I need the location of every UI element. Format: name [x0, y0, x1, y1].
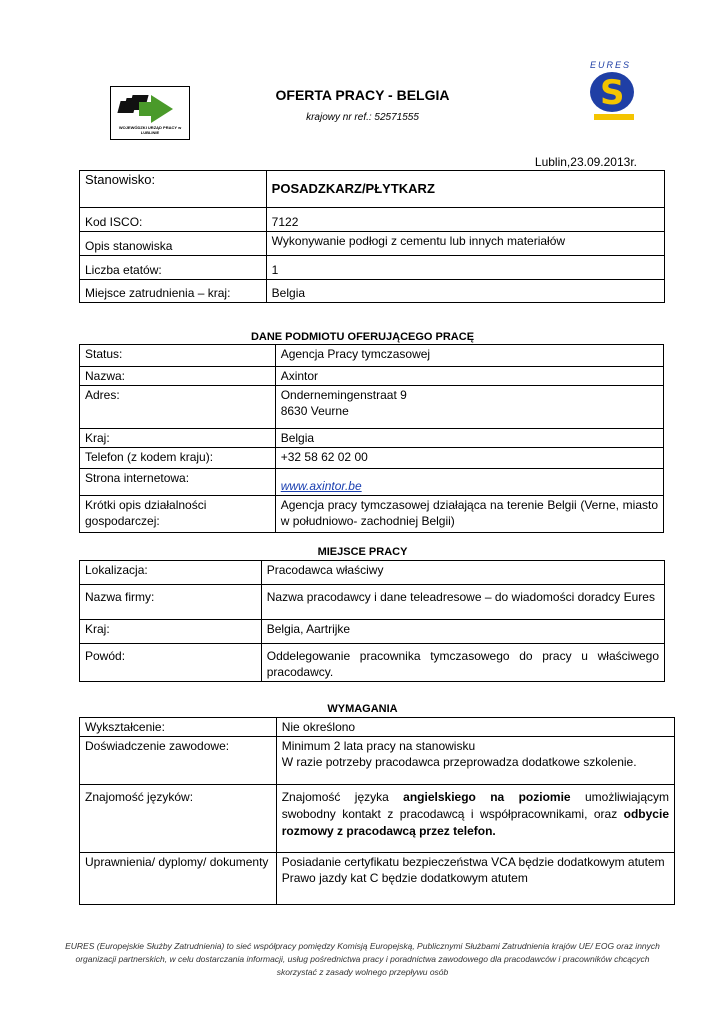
- position-value: POSADZKARZ/PŁYTKARZ: [266, 171, 664, 208]
- reference-number: krajowy nr ref.: 52571555: [306, 112, 419, 123]
- certificates-value: [276, 853, 674, 905]
- workplace-section-title: MIEJSCE PRACY: [317, 546, 408, 558]
- place-value: Belgia: [266, 280, 664, 303]
- workplace-table: [79, 560, 665, 682]
- address-label: Adres:: [80, 386, 276, 429]
- table-row: [80, 208, 665, 232]
- table-row: [80, 280, 665, 303]
- table-row: [80, 448, 664, 469]
- job-table: [79, 170, 665, 303]
- about-value: Agencja pracy tymczasowej działająca na terenie Belgii (Verne, miasto w południowo- zachodniej Belgii): [275, 496, 663, 533]
- country-value: Belgia: [275, 429, 663, 448]
- table-row: [80, 386, 664, 429]
- count-value: 1: [266, 256, 664, 280]
- experience-line-2: W razie potrzeby pracodawca przeprowadza dodatkowe szkolenie.: [281, 755, 637, 769]
- location-value: Pracodawca właściwy: [261, 561, 664, 585]
- description-value: Wykonywanie podłogi z cementu lub innych materiałów: [266, 232, 664, 256]
- count-label: Liczba etatów:: [80, 256, 267, 280]
- table-row: [80, 620, 665, 644]
- table-row: [80, 785, 675, 853]
- name-value: Axintor: [275, 367, 663, 386]
- footer-bold: EURES (Europejskie Służby Zatrudnienia): [65, 941, 225, 951]
- isco-value: 7122: [266, 208, 664, 232]
- table-row: [80, 469, 664, 496]
- certificates-line-2: Prawo jazdy kat C będzie dodatkowym atutem: [281, 871, 528, 885]
- status-label: Status:: [80, 345, 276, 367]
- about-label: Krótki opis działalności gospodarczej:: [80, 496, 276, 533]
- languages-bold-2: odbycie rozmowy z pracodawcą przez telefon.: [281, 807, 669, 838]
- workplace-country-value: Belgia, Aartrijke: [261, 620, 664, 644]
- table-row: [80, 644, 665, 682]
- languages-label: Znajomość języków:: [80, 785, 277, 853]
- table-row: [80, 496, 664, 533]
- footer-text: to sieć współpracy pomiędzy Komisją Europejską, Publicznymi Służbami Zatrudnienia krajów UE/ EOG oraz innych organizacji partnerskich, w celu dostarczania informacji, usług pośrednictwa pracy i poradnictwa zawodowego dla pracodawców i pracowników chcących skorzystać z zasady wolnego przepływu osób: [75, 941, 660, 977]
- eures-logo: [584, 60, 640, 128]
- position-label: Stanowisko:: [80, 171, 267, 208]
- address-value: [275, 386, 663, 429]
- education-label: Wykształcenie:: [80, 718, 277, 737]
- phone-label: Telefon (z kodem kraju):: [80, 448, 276, 469]
- website-label: Strona internetowa:: [80, 469, 276, 496]
- experience-line-1: Minimum 2 lata pracy na stanowisku: [281, 739, 476, 753]
- requirements-section-title: WYMAGANIA: [327, 703, 398, 715]
- education-value: Nie określono: [276, 718, 674, 737]
- description-label: Opis stanowiska: [80, 232, 267, 256]
- reason-value: Oddelegowanie pracownika tymczasowego do pracy u właściwego pracodawcy.: [261, 644, 664, 682]
- experience-label: Doświadczenie zawodowe:: [80, 737, 277, 785]
- website-link[interactable]: www.axintor.be: [280, 479, 362, 493]
- eures-bar: [594, 114, 634, 120]
- table-row: [80, 367, 664, 386]
- certificates-label: Uprawnienia/ dyplomy/ dokumenty: [80, 853, 277, 905]
- table-row: [80, 429, 664, 448]
- employer-section-title: DANE PODMIOTU OFERUJĄCEGO PRACĘ: [250, 331, 475, 343]
- place-label: Miejsce zatrudnienia – kraj:: [80, 280, 267, 303]
- employer-table: [79, 344, 664, 533]
- requirements-table: [79, 717, 675, 905]
- firm-value: Nazwa pracodawcy i dane teleadresowe – do wiadomości doradcy Eures: [261, 585, 664, 620]
- address-line-2: 8630 Veurne: [280, 404, 349, 418]
- languages-value: [276, 785, 674, 853]
- table-row: [80, 256, 665, 280]
- certificates-line-1: Posiadanie certyfikatu bezpieczeństwa VCA będzie dodatkowym atutem: [281, 855, 665, 869]
- languages-text-1: Znajomość języka: [281, 790, 404, 804]
- logo-left-text: WOJEWÓDZKI URZĄD PRACY w LUBLINIE: [118, 125, 182, 135]
- table-row: [80, 853, 675, 905]
- table-row: [80, 171, 665, 208]
- experience-value: [276, 737, 674, 785]
- reason-label: Powód:: [80, 644, 262, 682]
- table-row: [80, 232, 665, 256]
- page-title: OFERTA PRACY - BELGIA: [275, 87, 450, 103]
- languages-bold-1: angielskiego na poziomie: [403, 790, 571, 804]
- table-row: [80, 345, 664, 367]
- workplace-country-label: Kraj:: [80, 620, 262, 644]
- languages-text-2: umożliwiającym swobodny kontakt z pracodawcą i współpracownikami, oraz: [281, 790, 669, 821]
- table-row: [80, 585, 665, 620]
- address-line-1: Ondernemingenstraat 9: [280, 388, 407, 402]
- table-row: [80, 561, 665, 585]
- table-row: [80, 737, 675, 785]
- isco-label: Kod ISCO:: [80, 208, 267, 232]
- firm-label: Nazwa firmy:: [80, 585, 262, 620]
- table-row: [80, 718, 675, 737]
- eures-logo-text: EURES: [590, 60, 632, 70]
- status-value: Agencja Pracy tymczasowej: [275, 345, 663, 367]
- name-label: Nazwa:: [80, 367, 276, 386]
- website-cell: [275, 469, 663, 496]
- document-date: Lublin,23.09.2013r.: [534, 155, 637, 169]
- location-label: Lokalizacja:: [80, 561, 262, 585]
- country-label: Kraj:: [80, 429, 276, 448]
- phone-value: +32 58 62 02 00: [275, 448, 663, 469]
- eures-circle-icon: S: [590, 72, 634, 112]
- footer-note: [60, 940, 665, 979]
